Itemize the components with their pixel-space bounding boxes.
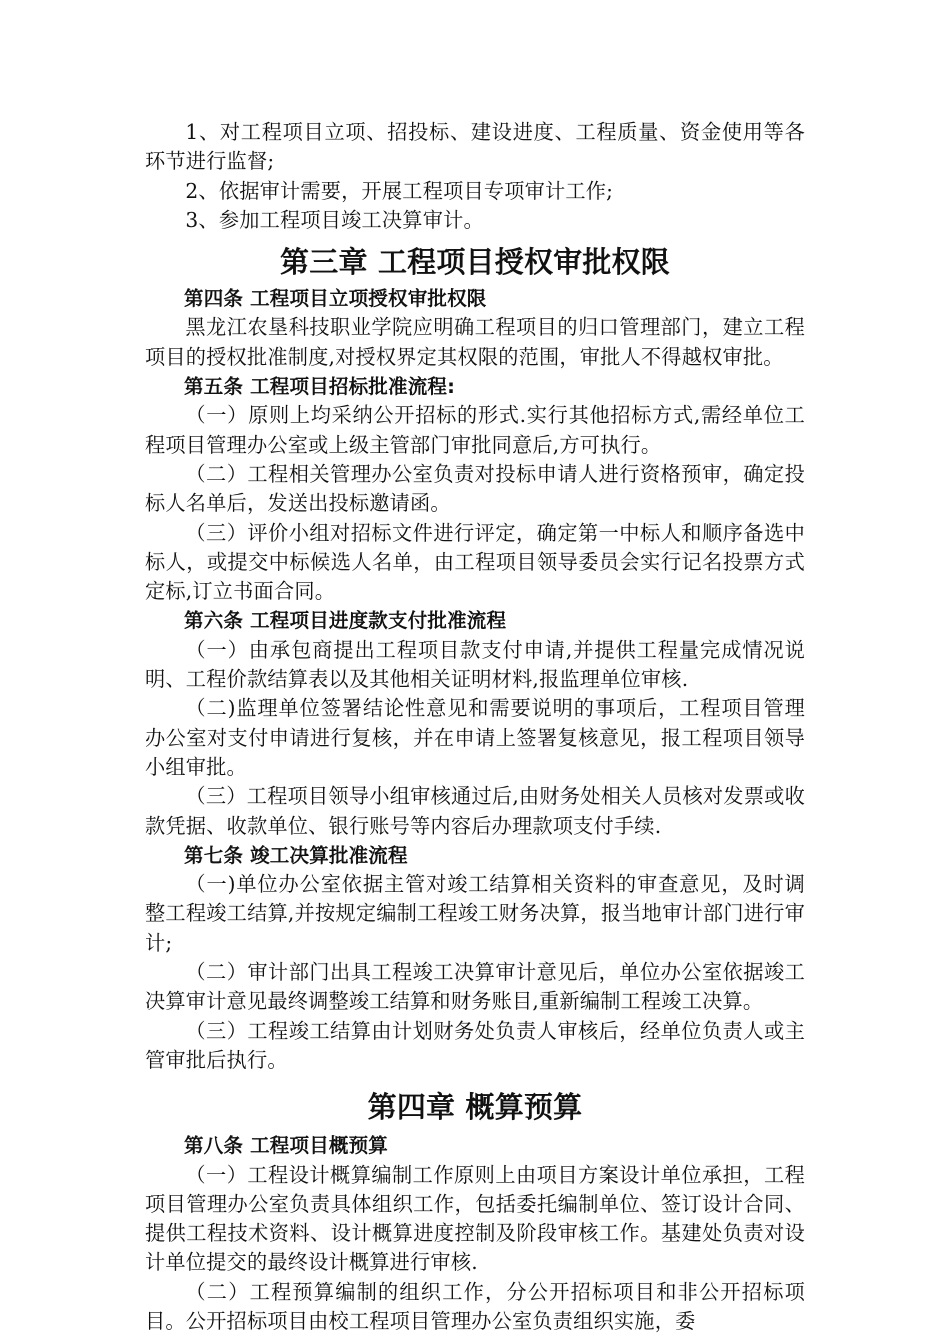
article-heading: 第八条 工程项目概预算 xyxy=(184,1134,388,1158)
paragraph: 黑龙江农垦科技职业学院应明确工程项目的归口管理部门，建立工程项目的授权批准制度,对授权界定其权限的范围，审批人不得越权审批。 xyxy=(145,315,805,369)
chapter-title: 第三章 工程项目授权审批权限 xyxy=(280,245,670,280)
clause-item: 3、参加工程项目竣工决算审计。 xyxy=(185,207,484,232)
clause-item: 2、依据审计需要，开展工程项目专项审计工作; xyxy=(185,178,614,203)
clause-item: 1、对工程项目立项、招投标、建设进度、工程质量、资金使用等各环节进行监督; xyxy=(145,120,805,174)
article-heading: 第七条 竣工决算批准流程 xyxy=(184,843,408,867)
document-page xyxy=(145,118,805,1336)
paragraph: （二）工程相关管理办公室负责对投标申请人进行资格预审，确定投标人名单后，发送出投标邀请函。 xyxy=(145,461,805,516)
article-heading: 第六条 工程项目进度款支付批准流程 xyxy=(184,609,507,633)
article-heading: 第四条 工程项目立项授权审批权限 xyxy=(184,287,487,311)
paragraph: （三）评价小组对招标文件进行评定，确定第一中标人和顺序备选中标人，或提交中标候选人名单，由工程项目领导委员会实行记名投票方式定标,订立书面合同。 xyxy=(145,520,805,604)
paragraph: （一）工程设计概算编制工作原则上由项目方案设计单位承担，工程项目管理办公室负责具体组织工作，包括委托编制单位、签订设计合同、提供工程技术资料、设计概算进度控制及阶段审核工作。基建处负责对设计单位提交的最终设计概算进行审核. xyxy=(145,1162,805,1275)
paragraph: （三）工程项目领导小组审核通过后,由财务处相关人员核对发票或收款凭据、收款单位、银行账号等内容后办理款项支付手续. xyxy=(145,784,805,838)
article-heading: 第五条 工程项目招标批准流程: xyxy=(184,375,456,399)
chapter-title: 第四章 概算预算 xyxy=(367,1090,583,1125)
paragraph: （二)监理单位签署结论性意见和需要说明的事项后，工程项目管理办公室对支付申请进行复核，并在申请上签署复核意见，报工程项目领导小组审批。 xyxy=(145,696,805,779)
paragraph: （一）由承包商提出工程项目款支付申请,并提供工程量完成情况说明、工程价款结算表以及其他相关证明材料,报监理单位审核. xyxy=(145,637,805,692)
paragraph: （二）审计部门出具工程竣工决算审计意见后，单位办公室依据竣工决算审计意见最终调整竣工结算和财务账目,重新编制工程竣工决算。 xyxy=(145,960,805,1014)
paragraph: （二）工程预算编制的组织工作，分公开招标项目和非公开招标项目。公开招标项目由校工程项目管理办公室负责组织实施，委 xyxy=(145,1279,805,1333)
paragraph: （三）工程竣工结算由计划财务处负责人审核后，经单位负责人或主管审批后执行。 xyxy=(145,1018,805,1072)
paragraph: （一）原则上均采纳公开招标的形式.实行其他招标方式,需经单位工程项目管理办公室或上级主管部门审批同意后,方可执行。 xyxy=(145,403,805,457)
paragraph: （一)单位办公室依据主管对竣工结算相关资料的审查意见，及时调整工程竣工结算,并按规定编制工程竣工财务决算，报当地审计部门进行审计; xyxy=(145,872,805,955)
